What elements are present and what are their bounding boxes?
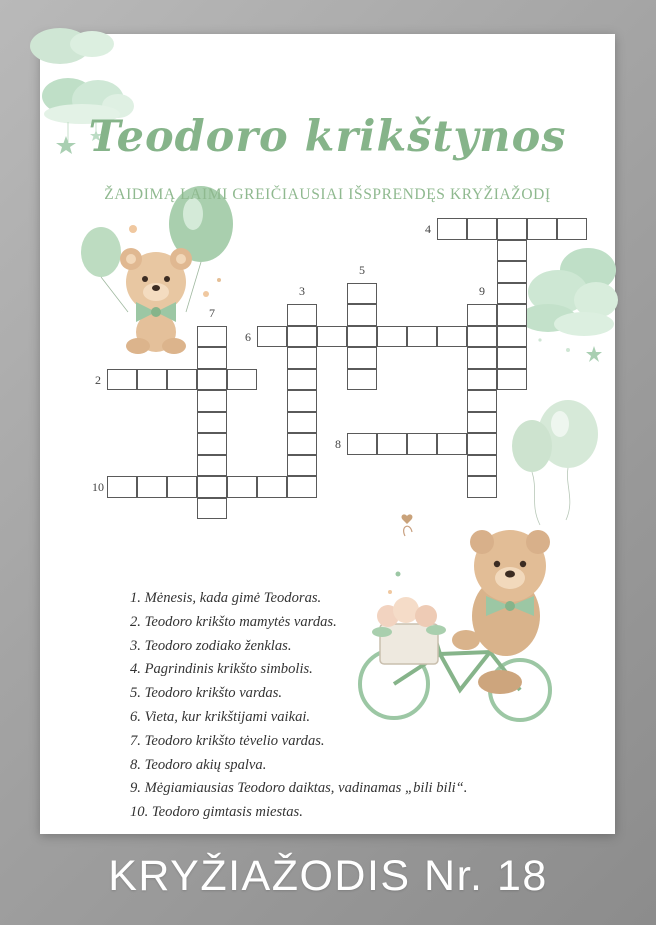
clue-item: 6. Vieta, kur krikštijami vaikai.	[130, 708, 311, 725]
clue-number-label: 4	[425, 222, 431, 236]
crossword-cell[interactable]	[197, 455, 227, 477]
crossword-cell[interactable]	[407, 326, 437, 348]
crossword-cell[interactable]	[167, 369, 197, 391]
crossword-cell[interactable]	[197, 369, 227, 391]
crossword-cell[interactable]	[287, 326, 317, 348]
crossword-cell[interactable]	[287, 347, 317, 369]
crossword-cell[interactable]	[377, 326, 407, 348]
crossword-cell[interactable]	[437, 326, 467, 348]
crossword-cell[interactable]	[347, 304, 377, 326]
crossword-cell[interactable]	[287, 412, 317, 434]
crossword-cell[interactable]	[497, 369, 527, 391]
clue-number-label: 7	[209, 305, 215, 320]
crossword-cell[interactable]	[497, 326, 527, 348]
footer-title: KRYŽIAŽODIS Nr. 18	[108, 852, 548, 900]
clue-number-label: 3	[299, 284, 305, 298]
clue-number-label: 10	[92, 480, 104, 494]
clue-item: 3. Teodoro zodiako ženklas.	[130, 637, 292, 654]
crossword-cell[interactable]	[197, 326, 227, 348]
crossword-cell[interactable]	[437, 218, 467, 240]
crossword-cell[interactable]	[287, 369, 317, 391]
clue-item: 5. Teodoro krikšto vardas.	[130, 685, 283, 702]
clue-item: 2. Teodoro krikšto mamytės vardas.	[130, 613, 337, 630]
crossword-cell[interactable]	[467, 455, 497, 477]
crossword-cell[interactable]	[497, 218, 527, 240]
crossword-cell[interactable]	[197, 433, 227, 455]
clue-number-label: 5	[359, 262, 365, 277]
crossword-cell[interactable]	[467, 369, 497, 391]
crossword-cell[interactable]	[497, 240, 527, 262]
cloud-stars-decoration-right	[518, 240, 618, 370]
crossword-cell[interactable]	[467, 476, 497, 498]
crossword-cell[interactable]	[137, 369, 167, 391]
crossword-cell[interactable]	[467, 433, 497, 455]
crossword-cell[interactable]	[467, 412, 497, 434]
subtitle: ŽAIDIMĄ LAIMI GREIČIAUSIAI IŠSPRENDĘS KRYŽIAŽODĮ	[104, 186, 551, 203]
crossword-cell[interactable]	[227, 369, 257, 391]
crossword-cell[interactable]	[467, 347, 497, 369]
crossword-cell[interactable]	[377, 433, 407, 455]
crossword-cell[interactable]	[347, 347, 377, 369]
crossword-cell[interactable]	[347, 326, 377, 348]
crossword-cell[interactable]	[497, 347, 527, 369]
crossword-cell[interactable]	[287, 390, 317, 412]
crossword-cell[interactable]	[407, 433, 437, 455]
clue-number-label: 8	[335, 437, 341, 451]
crossword-cell[interactable]	[347, 369, 377, 391]
crossword-cell[interactable]	[497, 283, 527, 305]
crossword-cell[interactable]	[467, 304, 497, 326]
crossword-cell[interactable]	[527, 218, 557, 240]
crossword-cell[interactable]	[287, 476, 317, 498]
clue-item: 9. Mėgiamiausias Teodoro daiktas, vadinamas „bili bili“.	[130, 780, 468, 797]
crossword-cell[interactable]	[497, 304, 527, 326]
crossword-cell[interactable]	[467, 326, 497, 348]
crossword-cell[interactable]	[197, 412, 227, 434]
crossword-cell[interactable]	[197, 476, 227, 498]
crossword-cell[interactable]	[197, 347, 227, 369]
puzzle-sheet	[40, 34, 615, 834]
crossword-cell[interactable]	[197, 390, 227, 412]
crossword-cell[interactable]	[557, 218, 587, 240]
clue-item: 8. Teodoro akių spalva.	[130, 756, 267, 773]
clue-list	[130, 587, 467, 825]
crossword-cell[interactable]	[167, 476, 197, 498]
clue-item: 7. Teodoro krikšto tėvelio vardas.	[130, 732, 325, 749]
crossword-cell[interactable]	[197, 498, 227, 520]
crossword-cell[interactable]	[257, 326, 287, 348]
crossword-cell[interactable]	[287, 304, 317, 326]
crossword-cell[interactable]	[287, 455, 317, 477]
crossword-cell[interactable]	[467, 390, 497, 412]
crossword-cell[interactable]	[467, 218, 497, 240]
crossword-cell[interactable]	[287, 433, 317, 455]
crossword-cell[interactable]	[107, 476, 137, 498]
crossword-cell[interactable]	[317, 326, 347, 348]
crossword-cell[interactable]	[347, 433, 377, 455]
clue-number-label: 6	[245, 329, 251, 344]
clue-number-label: 2	[95, 372, 101, 387]
crossword-cell[interactable]	[227, 476, 257, 498]
crossword-cell[interactable]	[437, 433, 467, 455]
crossword-cell[interactable]	[107, 369, 137, 391]
clue-item: 1. Mėnesis, kada gimė Teodoras.	[130, 590, 322, 606]
crossword-cell[interactable]	[347, 283, 377, 305]
page-title: Teodoro krikštynos	[88, 112, 567, 162]
clue-item: 4. Pagrindinis krikšto simbolis.	[130, 661, 313, 678]
crossword-cell[interactable]	[257, 476, 287, 498]
clue-item: 10. Teodoro gimtasis miestas.	[130, 804, 303, 821]
crossword-cell[interactable]	[137, 476, 167, 498]
clue-number-label: 9	[479, 284, 485, 298]
crossword-cell[interactable]	[497, 261, 527, 283]
